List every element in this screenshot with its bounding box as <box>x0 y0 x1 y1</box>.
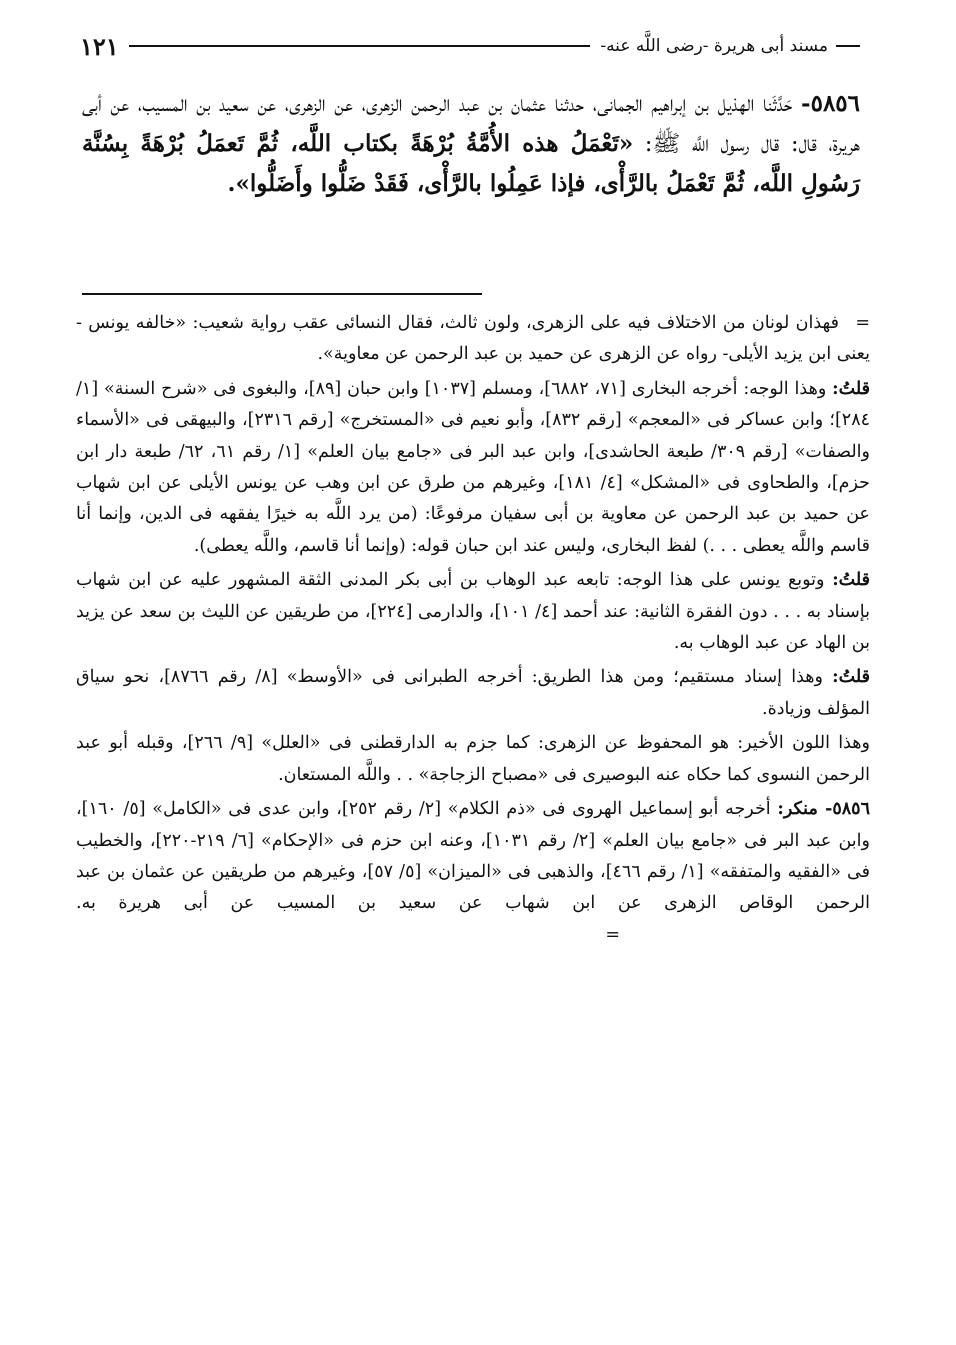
footnote-text: وتوبع يونس على هذا الوجه: تابعه عبد الوهاب بن أبى بكر المدنى الثقة المشهور عليه عن ابن شهاب بإسناد به . . . دون الفقرة الثانية: عند أحمد [٤/ ١٠١]، والدارمى [٢٢٤]، من طريقين عن الليث بن سعد عن يزيد بن الهاد عن عبد الوهاب به. <box>76 570 870 654</box>
footnote-paragraph <box>76 662 870 725</box>
running-header <box>80 28 860 64</box>
header-rule-right <box>836 45 860 47</box>
footnote-keyword: ٥٨٥٦- منكر: <box>777 799 870 820</box>
footnote-text: وهذا اللون الأخير: هو المحفوظ عن الزهرى: كما جزم به الدارقطنى فى «العلل» [٩/ ٢٦٦]، وقبله أبو عبد الرحمن النسوى كما حكاه عنه البوصيرى فى «مصباح الزجاجة» . . واللَّه المستعان. <box>76 733 870 785</box>
footnote-text: فهذان لونان من الاختلاف فيه على الزهرى، ولون ثالث، فقال النسائى عقب رواية شعيب: «خالفه يونس - يعنى ابن يزيد الأيلى- رواه عن الزهرى عن حميد بن عبد الرحمن عن معاوية». <box>76 313 870 365</box>
footnote-divider <box>82 293 482 295</box>
footnote-keyword: قلتُ: <box>832 570 870 591</box>
hadith-isnad: حَدَّثَنا الهذيل بن إبراهيم الجمانى، حدثنا عثمان بن عبد الرحمن الزهرى، عن الزهرى، عن سعيد بن المسيب، عن أبى هريرة، قال: قال رسول اللَّه ﷺ: <box>82 91 861 157</box>
hadith-matn: «تَعْمَلُ هذه الأُمَّةُ بُرْهَةً بكتاب اللَّه، ثُمَّ تَعمَلُ بُرْهَةً بِسُنَّة رَسُولِ اللَّه، ثُمَّ تَعْمَلُ بالرَّأْى، فإذا عَمِلُوا بالرَّأْى، فَقَدْ ضَلُّوا وأَضَلُّوا». <box>82 130 860 197</box>
footnote-paragraph <box>76 374 870 562</box>
footnote-paragraph <box>76 728 870 791</box>
footnote-keyword: قلتُ: <box>832 378 870 399</box>
continuation-marker-end: = <box>605 924 620 945</box>
footnote-text: وهذا إسناد مستقيم؛ ومن هذا الطريق: أخرجه الطبرانى فى «الأوسط» [٨/ رقم ٨٧٦٦]، نحو سياق المؤلف وزيادة. <box>76 667 870 719</box>
hadith-text <box>82 84 860 204</box>
header-rule <box>129 45 591 47</box>
page-number: ١٢١ <box>80 31 119 61</box>
footnote-paragraph <box>76 794 870 951</box>
footnotes <box>76 308 870 954</box>
footnote-paragraph <box>76 308 870 371</box>
footnote-text: أخرجه أبو إسماعيل الهروى فى «ذم الكلام» [٢/ رقم ٢٥٢]، وابن عدى فى «الكامل» [٥/ ١٦٠]، وابن عبد البر فى «جامع بيان العلم» [٢/ رقم ١٠٣١]، وعنه ابن حزم فى «الإحكام» [٦/ ٢١٩-٢٢٠]، والخطيب فى «الفقيه والمتفقه» [١/ رقم ٤٦٦]، والذهبى فى «الميزان» [٥/ ٥٧]، وغيرهم من طريقين عن عثمان بن عبد الرحمن الوقاص الزهرى عن ابن شهاب عن سعيد بن المسيب عن أبى هريرة به. <box>76 799 870 914</box>
footnote-paragraph <box>76 565 870 659</box>
footnote-text: وهذا الوجه: أخرجه البخارى [٧١، ٦٨٨٢]، ومسلم [١٠٣٧] وابن حبان [٨٩]، والبغوى فى «شرح السنة» [١/ ٢٨٤]؛ وابن عساكر فى «المعجم» [رقم ٨٣٢]، وأبو نعيم فى «المستخرج» [رقم ٢٣١٦]، والبيهقى فى «الأسماء والصفات» [رقم ٣٠٩/ طبعة الحاشدى]، وابن عبد البر فى «جامع بيان العلم» [١/ رقم ٦١، ٦٢/ طبعة دار ابن حزم]، والطحاوى فى «المشكل» [٤/ ١٨١]، وغيرهم من طرق عن ابن وهب عن يونس الأيلى عن ابن شهاب عن حميد بن عبد الرحمن عن معاوية بن أبى سفيان مرفوعًا: (من يرد اللَّه به خيرًا يفقهه فى الدين، وإنما أنا قاسم واللَّه يعطى . . .) لفظ البخارى، وليس عند ابن حبان قوله: (وإنما أنا قاسم، واللَّه يعطى). <box>76 378 870 556</box>
footnote-keyword: قلتُ: <box>832 667 870 688</box>
book-title: مسند أبى هريرة -رضى اللَّه عنه- <box>600 36 828 56</box>
continuation-marker: = <box>855 313 870 333</box>
hadith-number: ٥٨٥٦- <box>801 90 861 117</box>
